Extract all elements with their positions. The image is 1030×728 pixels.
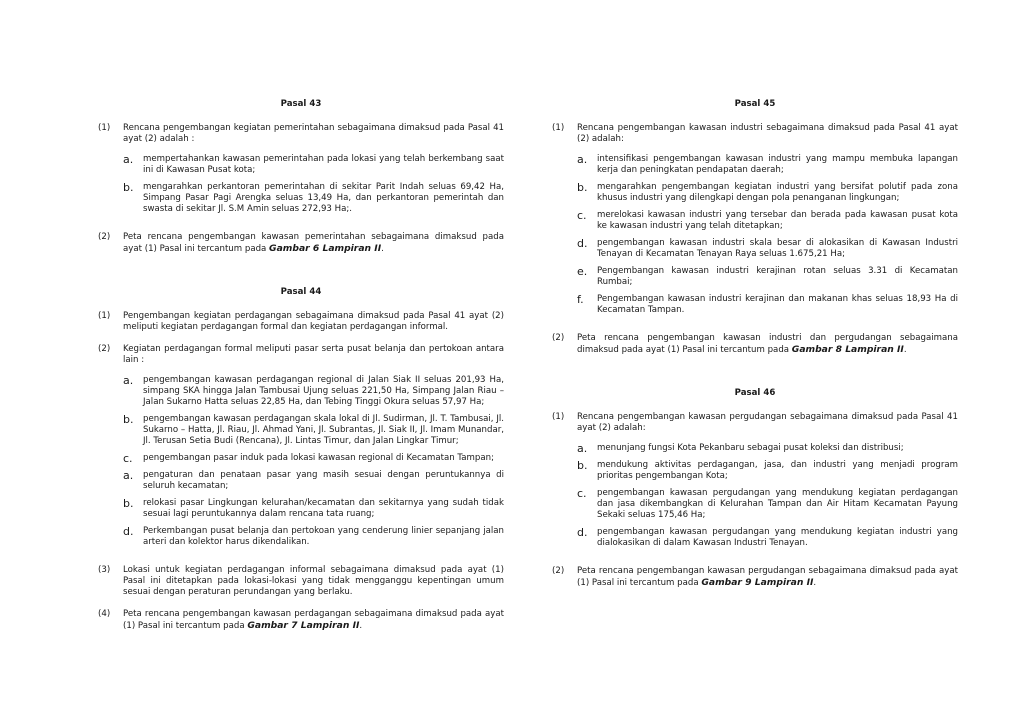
ayat-text: Peta rencana pengembangan kawasan pemerintahan sebagaimana dimaksud pada ayat (1) Pasal ini tercantum pada <box>123 232 504 254</box>
ayat-number: (1) <box>552 123 565 133</box>
ayat-end: . <box>903 345 907 355</box>
list-item <box>123 526 504 548</box>
ayat-number: (2) <box>98 344 111 354</box>
item-letter: c. <box>577 209 587 222</box>
pasal-43-title: Pasal 43 <box>280 99 322 109</box>
ayat-number: (2) <box>98 232 111 242</box>
ayat-number: (3) <box>98 565 111 575</box>
item-text: Perkembangan pusat belanja dan pertokoan yang cenderung linier sepanjang jalan arteri dan kolektor harus dikendalikan. <box>143 526 504 547</box>
pasal-44-ayat-2 <box>98 344 504 554</box>
item-text: Pengembangan kawasan industri kerajinan dan makanan khas seluas 18,93 Ha di Kecamatan Tampan. <box>597 294 958 315</box>
list-item <box>123 470 504 492</box>
item-text: mengarahkan pengembangan kegiatan industri yang bersifat polutif pada zona khusus industri yang dilengkapi dengan pola penanganan lingkungan; <box>597 182 958 203</box>
item-text: mempertahankan kawasan pemerintahan pada lokasi yang telah berkembang saat ini di Kawasan Pusat kota; <box>143 154 504 175</box>
ayat-number: (2) <box>552 333 565 343</box>
list-item <box>577 182 958 204</box>
item-text: pengembangan pasar induk pada lokasi kawasan regional di Kecamatan Tampan; <box>143 453 494 463</box>
ayat-number: (1) <box>552 412 565 422</box>
item-text: mengarahkan perkantoran pemerintahan di sekitar Parit Indah seluas 69,42 Ha, Simpang Pasar Pagi Arengka seluas 13,49 Ha, dan perkantoran pemerintah dan swasta di sekitar Jl. S.M Amin seluas 272,93 Ha;. <box>143 182 504 214</box>
right-column <box>552 92 958 600</box>
ayat-number: (2) <box>552 566 565 576</box>
figure-reference: Gambar 6 Lampiran II <box>269 243 382 254</box>
list-item <box>123 154 504 176</box>
ayat-text: Pengembangan kegiatan perdagangan sebagaimana dimaksud pada Pasal 41 ayat (2) meliputi kegiatan perdagangan formal dan kegiatan perdagangan informal. <box>123 311 504 332</box>
ayat-number: (4) <box>98 609 111 619</box>
pasal-43-ayat-2 <box>98 232 504 255</box>
list-item <box>123 375 504 408</box>
list-item <box>577 210 958 232</box>
pasal-44-title: Pasal 44 <box>280 287 322 297</box>
ayat-text: Lokasi untuk kegiatan perdagangan informal sebagaimana dimaksud pada ayat (1) Pasal ini ditetapkan pada lokasi-lokasi yang tidak mengganggu kepentingan umum sesuai dengan peraturan perundangan yang berlaku. <box>123 565 504 597</box>
list-item <box>577 154 958 176</box>
item-text: pengembangan kawasan industri skala besar di alokasikan di Kawasan Industri Tenayan di Kecamatan Tenayan Raya seluas 1.675,21 Ha; <box>597 238 958 259</box>
list-item <box>577 443 958 454</box>
item-letter: d. <box>123 525 134 538</box>
item-text: menunjang fungsi Kota Pekanbaru sebagai pusat koleksi dan distribusi; <box>597 443 904 453</box>
pasal-46-ayat-1 <box>552 412 958 555</box>
pasal-44-ayat-4 <box>98 609 504 632</box>
item-letter: b. <box>577 459 588 472</box>
figure-reference: Gambar 7 Lampiran II <box>247 620 360 631</box>
item-letter: a. <box>577 442 588 455</box>
list-item <box>577 238 958 260</box>
ayat-text: Peta rencana pengembangan kawasan perdagangan sebagaimana dimaksud pada ayat (1) Pasal ini tercantum pada <box>123 609 504 631</box>
ayat-text: Rencana pengembangan kawasan pergudangan sebagaimana dimaksud pada Pasal 41 ayat (2) adalah: <box>577 412 958 433</box>
pasal-45-title: Pasal 45 <box>734 99 776 109</box>
list-item <box>123 414 504 447</box>
pasal-45-ayat-1 <box>552 123 958 322</box>
list-item <box>123 498 504 520</box>
item-text: pengembangan kawasan pergudangan yang mendukung kegiatan perdagangan dan jasa dikembangkan di Kelurahan Tampan dan Air Hitam Kecamatan Payung Sekaki seluas 175,46 Ha; <box>597 488 958 520</box>
figure-reference: Gambar 8 Lampiran II <box>791 344 904 355</box>
item-letter: f. <box>577 293 584 306</box>
list-item <box>123 453 504 464</box>
item-letter: b. <box>123 181 134 194</box>
item-letter: a. <box>123 153 134 166</box>
item-letter: a. <box>123 374 134 387</box>
ayat-number: (1) <box>98 123 111 133</box>
pasal-43-ayat-1 <box>98 123 504 221</box>
ayat-text: Kegiatan perdagangan formal meliputi pasar serta pusat belanja dan pertokoan antara lain : <box>123 344 504 365</box>
item-letter: b. <box>577 181 588 194</box>
item-text: Pengembangan kawasan industri kerajinan rotan seluas 3.31 di Kecamatan Rumbai; <box>597 266 958 287</box>
list-item <box>577 460 958 482</box>
ayat-text: Rencana pengembangan kawasan industri sebagaimana dimaksud pada Pasal 41 ayat (2) adalah: <box>577 123 958 144</box>
ayat-number: (1) <box>98 311 111 321</box>
figure-reference: Gambar 9 Lampiran II <box>701 577 814 588</box>
list-item <box>577 266 958 288</box>
list-item <box>577 527 958 549</box>
list-item <box>123 182 504 215</box>
list-item <box>577 488 958 521</box>
list-item <box>577 294 958 316</box>
item-text: mendukung aktivitas perdagangan, jasa, dan industri yang menjadi program prioritas pengembangan Kota; <box>597 460 958 481</box>
item-text: pengembangan kawasan pergudangan yang mendukung kegiatan industri yang dialokasikan di dalam Kawasan Industri Tenayan. <box>597 527 958 548</box>
ayat-end: . <box>359 621 363 631</box>
item-letter: a. <box>577 153 588 166</box>
item-text: relokasi pasar Lingkungan kelurahan/kecamatan dan sekitarnya yang sudah tidak sesuai lagi peruntukannya dalam rencana tata ruang; <box>143 498 504 519</box>
pasal-45-ayat-2 <box>552 333 958 356</box>
item-letter: e. <box>577 265 588 278</box>
pasal-46-title: Pasal 46 <box>734 388 776 398</box>
item-text: pengembangan kawasan perdagangan skala lokal di Jl. Sudirman, Jl. T. Tambusai, Jl. Sukarno – Hatta, Jl. Riau, Jl. Ahmad Yani, Jl. Subrantas, Jl. Siak II, Jl. Imam Munandar, Jl. Terusan Setia Budi (Rencana), Jl. Lintas Timur, dan Jalan Lingkar Timur; <box>143 414 504 446</box>
item-letter: c. <box>123 452 133 465</box>
item-text: pengembangan kawasan perdagangan regional di Jalan Siak II seluas 201,93 Ha, simpang SKA hingga Jalan Tambusai Ujung seluas 221,50 Ha, Simpang Jalan Riau – Jalan Sukarno Hatta seluas 22,85 Ha, dan Tebing Tinggi Okura seluas 57,97 Ha; <box>143 375 504 407</box>
item-text: pengaturan dan penataan pasar yang masih sesuai dengan peruntukannya di seluruh kecamatan; <box>143 470 504 491</box>
left-column <box>98 92 504 643</box>
item-letter: c. <box>577 487 587 500</box>
item-letter: a. <box>123 469 134 482</box>
pasal-46-ayat-2 <box>552 566 958 589</box>
item-text: merelokasi kawasan industri yang tersebar dan berada pada kawasan pusat kota ke kawasan industri yang telah ditetapkan; <box>597 210 958 231</box>
ayat-end: . <box>381 244 384 254</box>
item-letter: b. <box>123 413 134 426</box>
ayat-text: Peta rencana pengembangan kawasan pergudangan sebagaimana dimaksud pada ayat (1) Pasal ini tercantum pada <box>577 566 958 588</box>
ayat-end: . <box>813 578 817 588</box>
item-text: intensifikasi pengembangan kawasan industri yang mampu membuka lapangan kerja dan peningkatan pendapatan daerah; <box>597 154 958 175</box>
pasal-44-ayat-3 <box>98 565 504 598</box>
item-letter: d. <box>577 237 588 250</box>
ayat-text: Rencana pengembangan kegiatan pemerintahan sebagaimana dimaksud pada Pasal 41 ayat (2) adalah : <box>123 123 504 144</box>
ayat-text: Peta rencana pengembangan kawasan industri dan pergudangan sebagaimana dimaksud pada ayat (1) Pasal ini tercantum pada <box>577 333 958 355</box>
pasal-44-ayat-1 <box>98 311 504 333</box>
item-letter: d. <box>577 526 588 539</box>
item-letter: b. <box>123 497 134 510</box>
